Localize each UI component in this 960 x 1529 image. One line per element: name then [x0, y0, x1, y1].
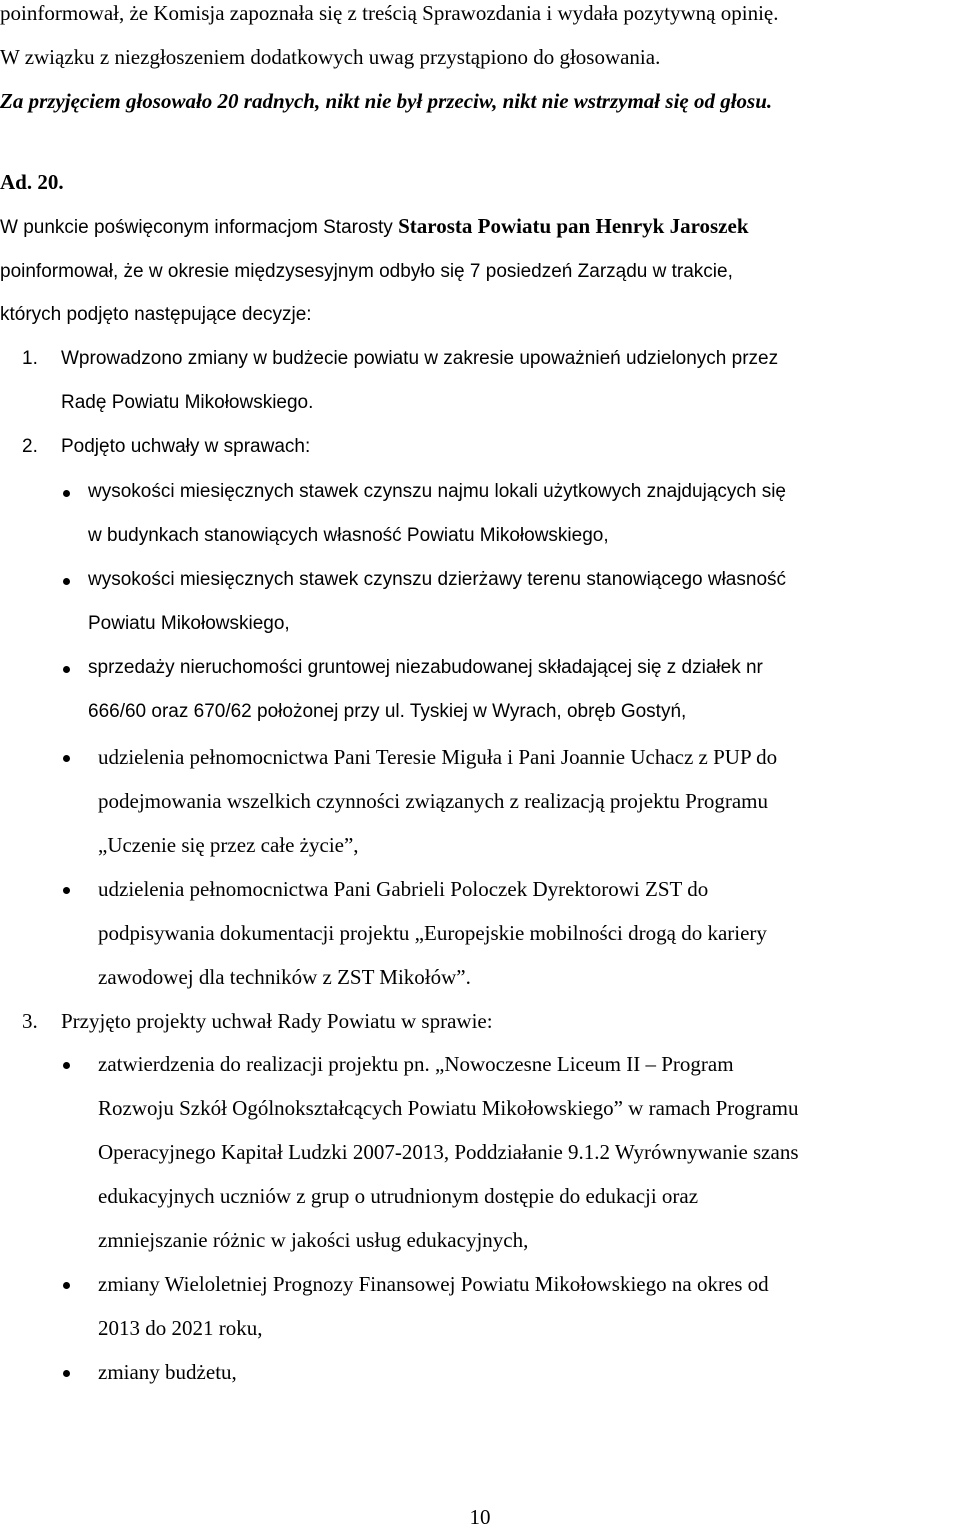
text-line: Operacyjnego Kapitał Ludzki 2007-2013, Poddziałanie 9.1.2 Wyrównywanie szans [98, 1140, 799, 1164]
text-line: „Uczenie się przez całe życie”, [98, 833, 359, 857]
bullet-icon [63, 887, 70, 894]
starost-name: Starosta Powiatu pan Henryk Jaroszek [398, 214, 749, 238]
text-line: zmniejszanie różnic w jakości usług edukacyjnych, [98, 1228, 529, 1252]
text-line: edukacyjnych uczniów z grup o utrudnionym dostępie do edukacji oraz [98, 1184, 699, 1208]
bullet-icon [63, 578, 70, 585]
text-line: Rozwoju Szkół Ogólnokształcących Powiatu Mikołowskiego” w ramach Programu [98, 1096, 799, 1120]
bullet-icon [63, 666, 70, 673]
text-line: poinformował, że w okresie międzysesyjnym odbyło się 7 posiedzeń Zarządu w trakcie, [0, 261, 733, 282]
text-line: podejmowania wszelkich czynności związanych z realizacją projektu Programu [98, 789, 768, 813]
text-line: których podjęto następujące decyzje: [0, 304, 312, 325]
item-number: 3. [22, 1009, 38, 1033]
text-line: wysokości miesięcznych stawek czynszu najmu lokali użytkowych znajdujących się [88, 481, 786, 502]
text-line: zatwierdzenia do realizacji projektu pn. „Nowoczesne Liceum II – Program [98, 1052, 734, 1076]
text-line: udzielenia pełnomocnictwa Pani Gabrieli Poloczek Dyrektorowi ZST do [98, 877, 709, 901]
vote-result: Za przyjęciem głosowało 20 radnych, nikt nie był przeciw, nikt nie wstrzymał się od głosu. [0, 89, 773, 113]
page-number: 10 [469, 1505, 491, 1529]
text-line: zmiany Wieloletniej Prognozy Finansowej Powiatu Mikołowskiego na okres od [98, 1272, 769, 1296]
text-line: sprzedaży nieruchomości gruntowej niezabudowanej składającej się z działek nr [88, 657, 763, 678]
text-line: 666/60 oraz 670/62 położonej przy ul. Tyskiej w Wyrach, obręb Gostyń, [88, 701, 687, 722]
section-heading: Ad. 20. [0, 170, 64, 194]
text-line: Powiatu Mikołowskiego, [88, 613, 290, 634]
text-line: podpisywania dokumentacji projektu „Europejskie mobilności drogą do kariery [98, 921, 767, 945]
text-line: Wprowadzono zmiany w budżecie powiatu w zakresie upoważnień udzielonych przez [61, 348, 779, 369]
text-line: poinformował, że Komisja zapoznała się z treścią Sprawozdania i wydała pozytywną opinię. [0, 1, 779, 25]
text-line: wysokości miesięcznych stawek czynszu dzierżawy terenu stanowiącego własność [88, 569, 787, 590]
item-title: Podjęto uchwały w sprawach: [61, 436, 311, 457]
bullet-icon [63, 1062, 70, 1069]
text-line: W związku z niezgłoszeniem dodatkowych uwag przystąpiono do głosowania. [0, 45, 661, 69]
text-line: Radę Powiatu Mikołowskiego. [61, 392, 314, 413]
bullet-icon [63, 1370, 70, 1377]
intro-text: W punkcie poświęconym informacjom Starosty [0, 217, 399, 238]
item-number: 1. [22, 348, 38, 369]
item-title: Przyjęto projekty uchwał Rady Powiatu w sprawie: [61, 1009, 493, 1033]
bullet-icon [63, 755, 70, 762]
text-line: zawodowej dla techników z ZST Mikołów”. [98, 965, 471, 989]
bullet-icon [63, 1282, 70, 1289]
intro-line [0, 216, 749, 237]
item-number: 2. [22, 436, 38, 457]
text-line: udzielenia pełnomocnictwa Pani Teresie Miguła i Pani Joannie Uchacz z PUP do [98, 745, 778, 769]
text-line: w budynkach stanowiących własność Powiatu Mikołowskiego, [88, 525, 609, 546]
text-line: zmiany budżetu, [98, 1360, 237, 1384]
text-line: 2013 do 2021 roku, [98, 1316, 263, 1340]
bullet-icon [63, 490, 70, 497]
